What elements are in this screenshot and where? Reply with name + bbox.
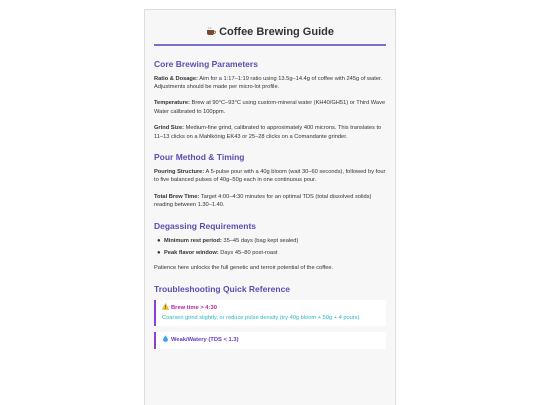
brewing-guide-card <box>144 9 396 405</box>
peak-flavor-label: Peak flavor window: <box>164 249 219 256</box>
total-brew-time-text: Target 4:00–4:30 minutes for an optimal TDS (total dissolved solids) reading between 1.30–1.40. <box>154 193 372 209</box>
list-item <box>157 237 386 245</box>
water-drop-icon <box>162 335 169 345</box>
rest-period-label: Minimum rest period: <box>164 237 222 244</box>
ratio-paragraph <box>154 75 386 92</box>
peak-flavor-text: Days 45–80 post-roast <box>220 249 278 256</box>
ratio-text: Aim for a 1:17–1:19 ratio using 13.5g–14.4g of coffee with 245g of water. Adjustments should be made per micro-lot profile. <box>154 75 383 90</box>
tip-heading-text: Brew time > 4:30 <box>171 304 217 311</box>
title-divider <box>154 44 386 46</box>
coffee-cup-icon <box>206 24 216 40</box>
section-heading-troubleshooting: Troubleshooting Quick Reference <box>154 283 291 294</box>
grind-label: Grind Size: <box>154 125 185 132</box>
grind-paragraph <box>154 124 386 141</box>
list-item <box>157 249 386 257</box>
troubleshooting-tip <box>154 300 386 326</box>
tip-heading <box>162 303 380 313</box>
page-title <box>154 24 386 40</box>
grind-text: Medium-fine grind, calibrated to approximately 400 microns. This translates to 11–13 clicks on a Mahlkönig EK43 or 25–28 clicks on a Comandante grinder. <box>154 125 382 140</box>
temperature-paragraph <box>154 99 386 116</box>
tip-heading-text: Weak/Watery (TDS < 1.3) <box>171 337 239 344</box>
total-brew-time-label: Total Brew Time: <box>154 193 200 200</box>
pouring-structure-text: A 5-pulse pour with a 40g bloom (wait 30–60 seconds), followed by four to five balanced pulses of 40g–50g each in one continuous pour. <box>154 168 386 184</box>
title-text: Coffee Brewing Guide <box>219 26 334 38</box>
section-heading-core: Core Brewing Parameters <box>154 58 258 69</box>
degassing-note: Patience here unlocks the full genetic and terroir potential of the coffee. <box>154 265 334 272</box>
rest-period-text: 35–45 days (bag kept sealed) <box>223 237 299 244</box>
degassing-list <box>154 237 386 258</box>
pouring-structure-paragraph <box>154 168 386 185</box>
bullet-icon: ● <box>157 249 161 256</box>
section-heading-pour: Pour Method & Timing <box>154 151 245 162</box>
bullet-icon: ● <box>157 237 161 244</box>
ratio-label: Ratio & Dosage: <box>154 75 198 82</box>
tip-heading <box>162 335 380 345</box>
tip-body: Coarsen grind slightly, or reduce pulse density (try 40g bloom + 50g + 4 pours) <box>162 314 360 321</box>
temperature-text: Brew at 90°C–93°C using custom-mineral water (KH40/GH51) or Third Wave Water calibrated to 100ppm. <box>154 100 386 115</box>
pouring-structure-label: Pouring Structure: <box>154 168 205 175</box>
temperature-label: Temperature: <box>154 100 190 107</box>
warning-icon <box>162 303 169 313</box>
total-brew-time-paragraph <box>154 193 386 210</box>
troubleshooting-tip <box>154 332 386 349</box>
section-heading-degassing: Degassing Requirements <box>154 220 257 231</box>
